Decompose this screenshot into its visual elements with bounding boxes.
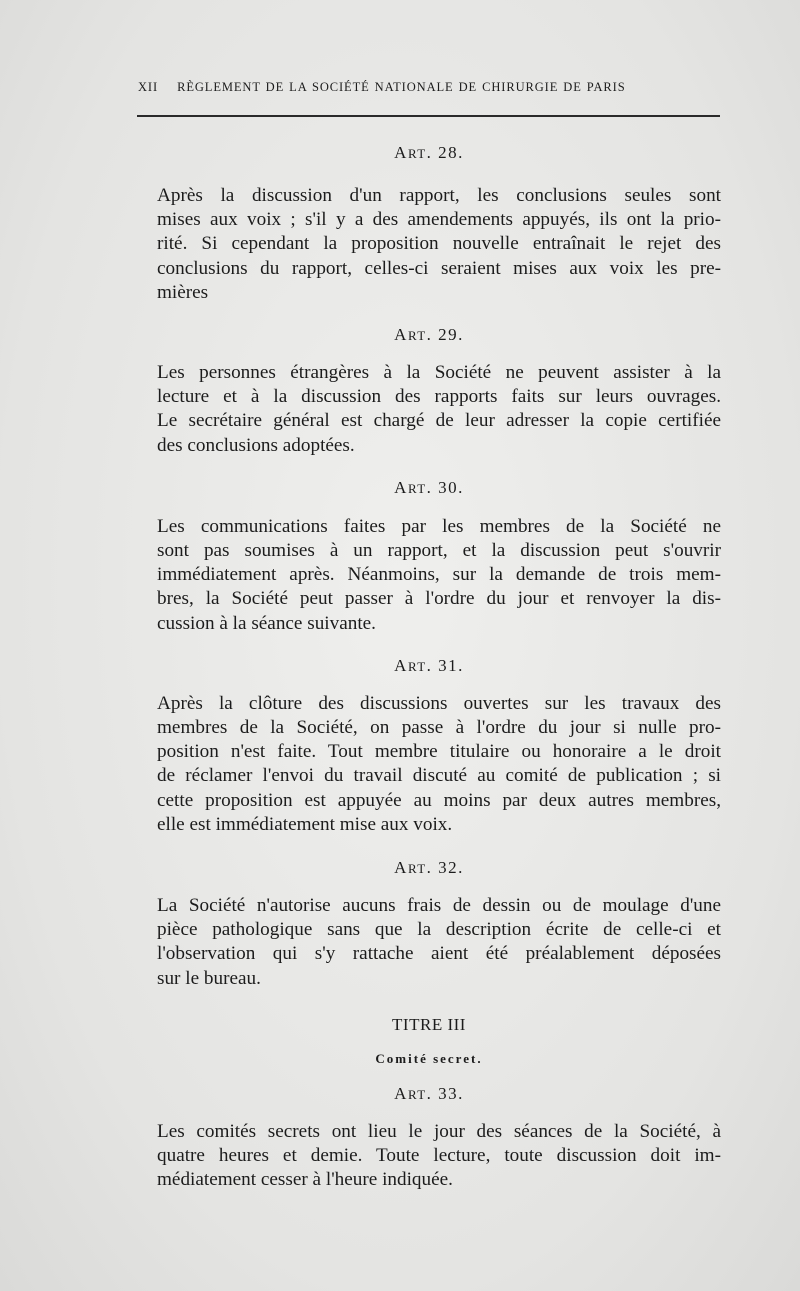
- article-heading: ART. 33.: [394, 1083, 464, 1103]
- article-heading: ART. 32.: [394, 858, 464, 878]
- page-body: [137, 142, 721, 1192]
- page-number: XII: [138, 80, 159, 94]
- running-header: [138, 80, 720, 95]
- section-subtitle: Comité secret.: [375, 1050, 483, 1066]
- article-text: Les communications faites par les membres de la Société ne sont pas soumises à un rapport, et la discussion peut s'ouvrir immédiatement après. Néanmoins, sur la demande de trois mem- bres, la Société peut passer à l'ordre du jour et renvoyer la dis- cussion à la séance suivante.: [157, 515, 721, 634]
- article-text: La Société n'autorise aucuns frais de dessin ou de moulage d'une pièce pathologique sans que la description écrite de celle-ci et l'observation qui s'y rattache aient été préalablement déposées sur le bureau.: [157, 895, 721, 989]
- section-title: TITRE III: [392, 1014, 466, 1034]
- article-text: Les personnes étrangères à la Société ne peuvent assister à la lecture et à la discussion des rapports faits sur leurs ouvrages. Le secrétaire général est chargé de leur adresser la copie certifiée des conclusions adoptées.: [157, 362, 721, 456]
- article-heading: ART. 28.: [394, 143, 464, 162]
- header-rule: [137, 115, 720, 117]
- running-title: RÈGLEMENT DE LA SOCIÉTÉ NATIONALE DE CHIRURGIE DE PARIS: [177, 80, 626, 94]
- article-heading: ART. 31.: [394, 655, 464, 675]
- article-heading: ART. 30.: [394, 477, 464, 497]
- article-text: Après la discussion d'un rapport, les conclusions seules sont mises aux voix ; s'il y a des amendements appuyés, ils ont la prio- rité. Si cependant la proposition nouvelle entraînait le rejet des conclusions du rapport, celles-ci seraient mises aux voix les pre- mières: [157, 185, 721, 303]
- article-text: Les comités secrets ont lieu le jour des séances de la Société, à quatre heures et demie. Toute lecture, toute discussion doit im- médiatement cesser à l'heure indiquée.: [157, 1120, 721, 1191]
- article-text: Après la clôture des discussions ouvertes sur les travaux des membres de la Société, on passe à l'ordre du jour si nulle pro- position n'est faite. Tout membre titulaire ou honoraire a le droit de réclamer l'envoi du travail discuté au comité de publication ; si cette proposition est appuyée au moins par deux autres membres, elle est immédiatement mise aux voix.: [157, 692, 721, 835]
- article-heading: ART. 29.: [394, 325, 464, 345]
